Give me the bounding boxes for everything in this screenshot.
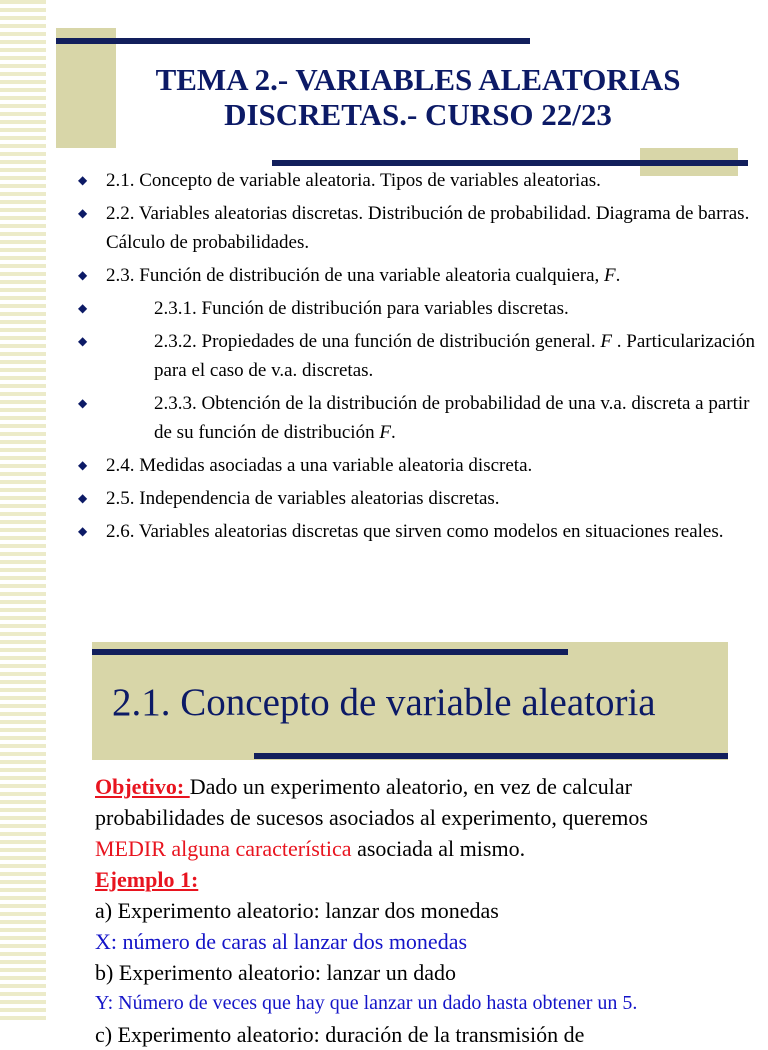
toc-item: ◆ 2.5. Independencia de variables aleatorias discretas. <box>78 484 758 513</box>
example-line: c) Experimento aleatorio: duración de la transmisión de <box>95 1022 585 1047</box>
toc-item: ◆ 2.4. Medidas asociadas a una variable aleatoria discreta. <box>78 451 758 480</box>
diamond-bullet-icon: ◆ <box>78 268 88 282</box>
toc-item: ◆ 2.2. Variables aleatorias discretas. Distribución de probabilidad. Diagrama de barras. Cálculo de probabilidades. <box>78 199 758 257</box>
example-line: b) Experimento aleatorio: lanzar un dado <box>95 960 457 985</box>
toc-item: ◆ 2.6. Variables aleatorias discretas que sirven como modelos en situaciones reales. <box>78 517 758 546</box>
section-title-box <box>92 642 728 760</box>
top-khaki-block <box>56 28 116 148</box>
toc-item: ◆ 2.3. Función de distribución de una variable aleatoria cualquiera, F. <box>78 261 758 290</box>
objective-line: MEDIR alguna característica asociada al mismo. <box>95 836 526 861</box>
diamond-bullet-icon: ◆ <box>78 524 88 538</box>
diamond-bullet-icon: ◆ <box>78 491 88 505</box>
diamond-bullet-icon: ◆ <box>78 301 88 315</box>
section-title: 2.1. Concepto de variable aleatoria <box>112 681 656 724</box>
section-top-bar <box>92 649 568 655</box>
page-title <box>118 62 718 132</box>
diamond-bullet-icon: ◆ <box>78 334 88 348</box>
section-bottom-bar <box>254 753 728 759</box>
slide-body <box>95 771 755 1050</box>
example-variable-x: X: número de caras al lanzar dos monedas <box>95 929 468 954</box>
objective-line: Objetivo: Dado un experimento aleatorio, en vez de calcular <box>95 774 632 799</box>
diamond-bullet-icon: ◆ <box>78 458 88 472</box>
top-divider-bar <box>56 38 530 44</box>
toc-item: ◆ 2.3.1. Función de distribución para variables discretas. <box>78 294 758 323</box>
diamond-bullet-icon: ◆ <box>78 396 88 410</box>
table-of-contents <box>78 166 758 550</box>
title-line-2: DISCRETAS.- CURSO 22/23 <box>224 97 612 132</box>
objective-label: Objetivo: <box>95 774 190 799</box>
example-label: Ejemplo 1: <box>95 867 199 892</box>
toc-item: ◆ 2.3.3. Obtención de la distribución de probabilidad de una v.a. discreta a partir de su función de distribución F. <box>78 389 758 447</box>
objective-line: probabilidades de sucesos asociados al experimento, queremos <box>95 805 648 830</box>
decorative-stripes <box>0 0 46 1024</box>
diamond-bullet-icon: ◆ <box>78 173 88 187</box>
title-line-1: TEMA 2.- VARIABLES ALEATORIAS <box>155 62 681 97</box>
diamond-bullet-icon: ◆ <box>78 206 88 220</box>
toc-item: ◆ 2.1. Concepto de variable aleatoria. Tipos de variables aleatorias. <box>78 166 758 195</box>
toc-item: ◆ 2.3.2. Propiedades de una función de distribución general. F . Particularización para el caso de v.a. discretas. <box>78 327 758 385</box>
example-line: a) Experimento aleatorio: lanzar dos monedas <box>95 898 499 923</box>
example-variable-y: Y: Número de veces que hay que lanzar un dado hasta obtener un 5. <box>95 992 638 1014</box>
